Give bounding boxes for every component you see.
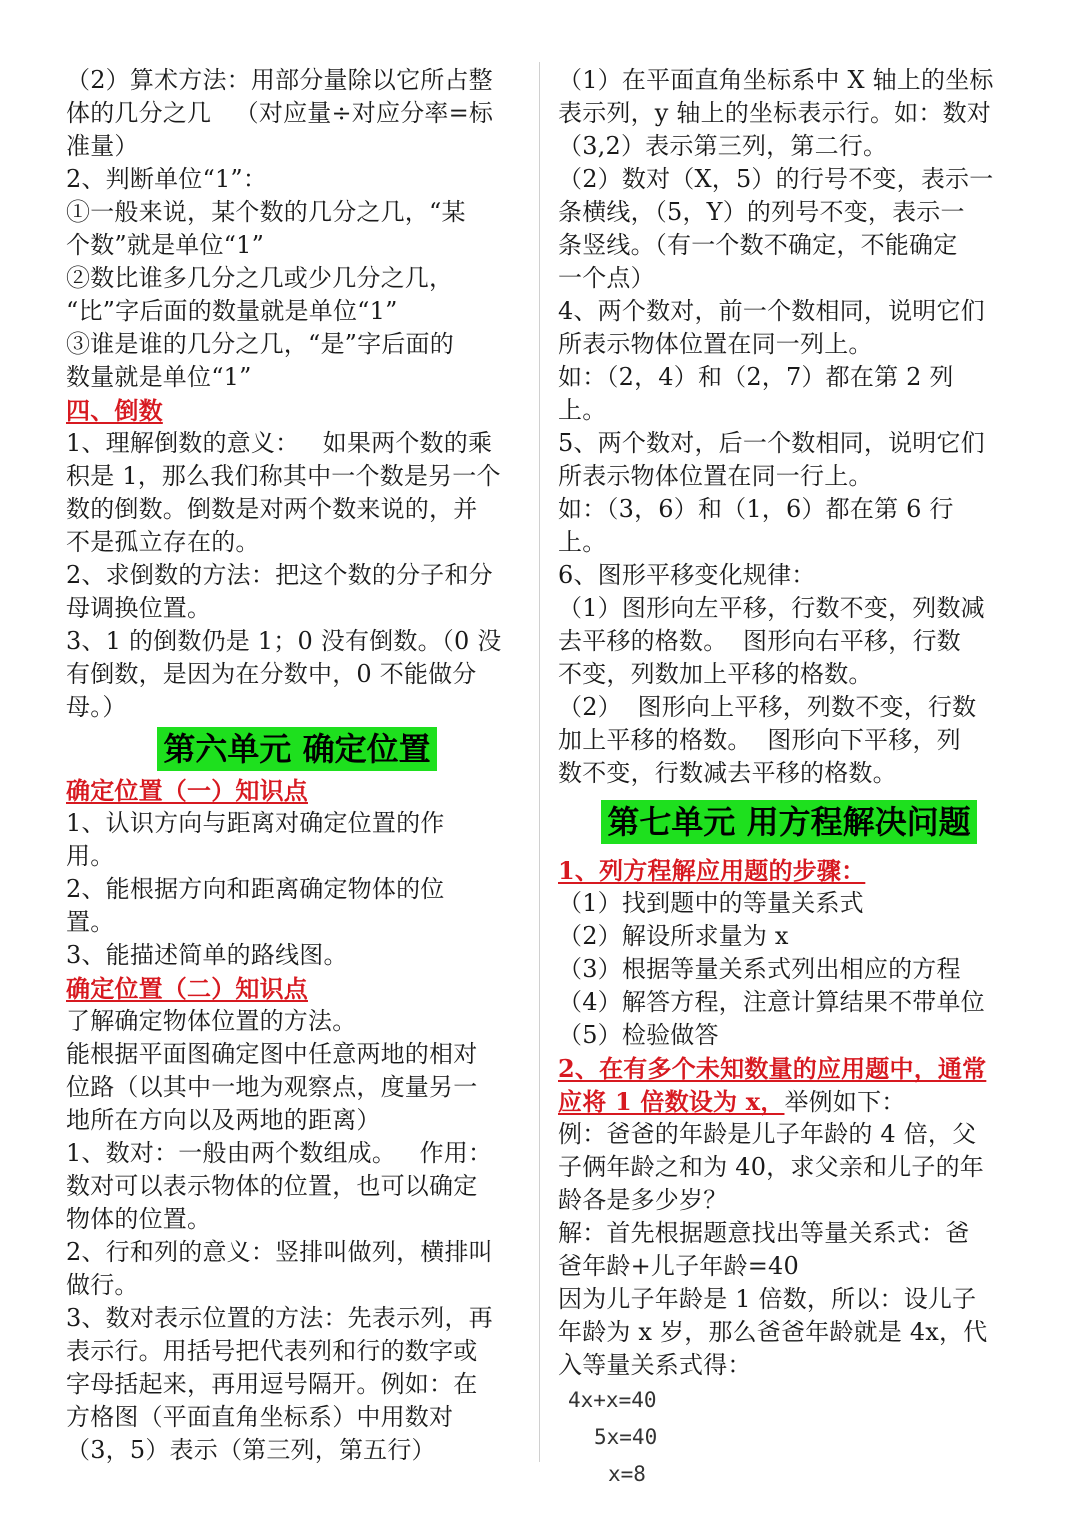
text-line: 2、行和列的意义：竖排叫做列，横排叫 xyxy=(66,1238,493,1266)
text-line: 上。 xyxy=(558,528,607,556)
example-block xyxy=(558,1118,1020,1382)
text-line: 所表示物体位置在同一列上。 xyxy=(558,330,873,358)
text-line: 因为儿子年龄是 1 倍数，所以：设儿子 xyxy=(558,1285,977,1313)
equation-line: x=8 xyxy=(608,1462,646,1486)
text-line: 有倒数，是因为在分数中，0 不能做分 xyxy=(66,660,477,688)
text-line: 能根据平面图确定图中任意两地的相对 xyxy=(66,1040,478,1068)
tip-line-2-rest: 举例如下： xyxy=(784,1088,906,1116)
tip-line-1: 2、在有多个未知数量的应用题中，通常 xyxy=(558,1054,987,1083)
text-line: 数对可以表示物体的位置，也可以确定 xyxy=(66,1172,478,1200)
equation-steps xyxy=(558,1382,1020,1493)
text-line: 1、理解倒数的意义： 如果两个数的乘 xyxy=(66,429,493,457)
text-line: 6、图形平移变化规律： xyxy=(558,561,816,589)
text-line: 表示行。用括号把代表列和行的数字或 xyxy=(66,1337,478,1365)
text-line: 3、数对表示位置的方法：先表示列，再 xyxy=(66,1304,493,1332)
subsection-title-position-1: 确定位置（一）知识点 xyxy=(66,776,308,805)
text-line: 积是 1，那么我们称其中一个数是另一个 xyxy=(66,462,501,490)
text-line: 去平移的格数。 图形向右平移，行数 xyxy=(558,627,961,655)
text-line: 数的倒数。倒数是对两个数来说的，并 xyxy=(66,495,478,523)
text-line: 物体的位置。 xyxy=(66,1205,212,1233)
text-line: 不是孤立存在的。 xyxy=(66,528,260,556)
text-line: （3，5）表示（第三列，第五行） xyxy=(66,1436,436,1464)
text-line: 数量就是单位“1” xyxy=(66,363,252,391)
text-line: 母调换位置。 xyxy=(66,594,212,622)
text-line: 条横线，（5，Y）的列号不变，表示一 xyxy=(558,198,965,226)
text-line: （2） 图形向上平移，列数不变，行数 xyxy=(558,693,977,721)
text-line: ②数比谁多几分之几或少几分之几， xyxy=(66,264,454,292)
steps-list xyxy=(558,887,1020,1052)
text-line: 1、认识方向与距离对确定位置的作 xyxy=(66,809,445,837)
text-line: ③谁是谁的几分之几，“是”字后面的 xyxy=(66,330,454,358)
text-line: 准量） xyxy=(66,132,139,160)
unit7-heading: 第七单元 用方程解决问题 xyxy=(601,800,976,844)
text-line: （3,2）表示第三列，第二行。 xyxy=(558,132,888,160)
text-line: 2、求倒数的方法：把这个数的分子和分 xyxy=(66,561,493,589)
steps-title: 1、列方程解应用题的步骤： xyxy=(558,856,866,885)
section-title-reciprocal: 四、倒数 xyxy=(66,396,163,425)
text-line: （1）图形向左平移，行数不变，列数减 xyxy=(558,594,985,622)
text-line: 置。 xyxy=(66,908,115,936)
text-line: 爸年龄+儿子年龄=40 xyxy=(558,1252,799,1280)
text-line: 加上平移的格数。 图形向下平移，列 xyxy=(558,726,961,754)
text-line: ①一般来说，某个数的几分之几，“某 xyxy=(66,198,466,226)
text-line: 例：爸爸的年龄是儿子年龄的 4 倍，父 xyxy=(558,1120,977,1148)
column-divider xyxy=(539,62,540,1462)
text-line: 用。 xyxy=(66,842,115,870)
text-line: 解：首先根据题意找出等量关系式：爸 xyxy=(558,1219,970,1247)
text-line: 5、两个数对，后一个数相同，说明它们 xyxy=(558,429,985,457)
position-2-block xyxy=(66,1005,528,1467)
text-line: 所表示物体位置在同一行上。 xyxy=(558,462,873,490)
text-line: “比”字后面的数量就是单位“1” xyxy=(66,297,398,325)
text-line: 地所在方向以及两地的距离） xyxy=(66,1106,381,1134)
text-line: 2、能根据方向和距离确定物体的位 xyxy=(66,875,445,903)
left-column xyxy=(66,64,528,1467)
text-line: 位路（以其中一地为观察点，度量另一 xyxy=(66,1073,478,1101)
right-column xyxy=(558,64,1020,1493)
step-item: （2）解设所求量为 x xyxy=(558,922,789,950)
step-item: （5）检验做答 xyxy=(558,1021,719,1049)
text-line: 体的几分之几 （对应量÷对应分率=标 xyxy=(66,99,494,127)
subsection-title-position-2: 确定位置（二）知识点 xyxy=(66,974,308,1003)
tip-line-2-highlight: 应将 1 倍数设为 x， xyxy=(558,1087,785,1116)
text-line: 字母括起来，再用逗号隔开。例如：在 xyxy=(66,1370,478,1398)
text-line: 个数”就是单位“1” xyxy=(66,231,265,259)
equation-line: 5x=40 xyxy=(594,1425,658,1449)
text-line: 如：（2，4）和（2，7）都在第 2 列 xyxy=(558,363,954,391)
text-line: 做行。 xyxy=(66,1271,139,1299)
text-line: 方格图（平面直角坐标系）中用数对 xyxy=(66,1403,454,1431)
text-line: 不变，列数加上平移的格数。 xyxy=(558,660,873,688)
text-line: 1、数对：一般由两个数组成。 作用： xyxy=(66,1139,493,1167)
text-line: 龄各是多少岁？ xyxy=(558,1186,728,1214)
position-1-block xyxy=(66,807,528,972)
text-line: （2）算术方法：用部分量除以它所占整 xyxy=(66,66,493,94)
text-line: 3、能描述简单的路线图。 xyxy=(66,941,348,969)
text-line: 表示列，y 轴上的坐标表示行。如：数对 xyxy=(558,99,991,127)
text-line: 母。） xyxy=(66,693,127,721)
text-line: 如：（3，6）和（1，6）都在第 6 行 xyxy=(558,495,954,523)
unit6-heading: 第六单元 确定位置 xyxy=(157,727,436,771)
text-line: 3、1 的倒数仍是 1；0 没有倒数。（0 没 xyxy=(66,627,502,655)
text-line: 一个点） xyxy=(558,264,655,292)
text-line: 了解确定物体位置的方法。 xyxy=(66,1007,357,1035)
step-item: （4）解答方程，注意计算结果不带单位 xyxy=(558,988,985,1016)
equation-line: 4x+x=40 xyxy=(568,1388,657,1412)
text-line: 上。 xyxy=(558,396,607,424)
reciprocal-block xyxy=(66,427,528,724)
text-line: 子俩年龄之和为 40，求父亲和儿子的年 xyxy=(558,1153,984,1181)
step-item: （3）根据等量关系式列出相应的方程 xyxy=(558,955,961,983)
text-line: （2）数对（X，5）的行号不变，表示一 xyxy=(558,165,994,193)
step-item: （1）找到题中的等量关系式 xyxy=(558,889,864,917)
text-line: 4、两个数对，前一个数相同，说明它们 xyxy=(558,297,985,325)
text-line: 年龄为 x 岁，那么爸爸年龄就是 4x，代 xyxy=(558,1318,988,1346)
text-line: 数不变，行数减去平移的格数。 xyxy=(558,759,897,787)
fraction-method-block xyxy=(66,64,528,394)
text-line: 入等量关系式得： xyxy=(558,1351,752,1379)
text-line: 2、判断单位“1”： xyxy=(66,165,268,193)
text-line: 条竖线。（有一个数不确定，不能确定 xyxy=(558,231,958,259)
text-line: （1）在平面直角坐标系中 X 轴上的坐标 xyxy=(558,66,994,94)
coordinate-block xyxy=(558,64,1020,790)
